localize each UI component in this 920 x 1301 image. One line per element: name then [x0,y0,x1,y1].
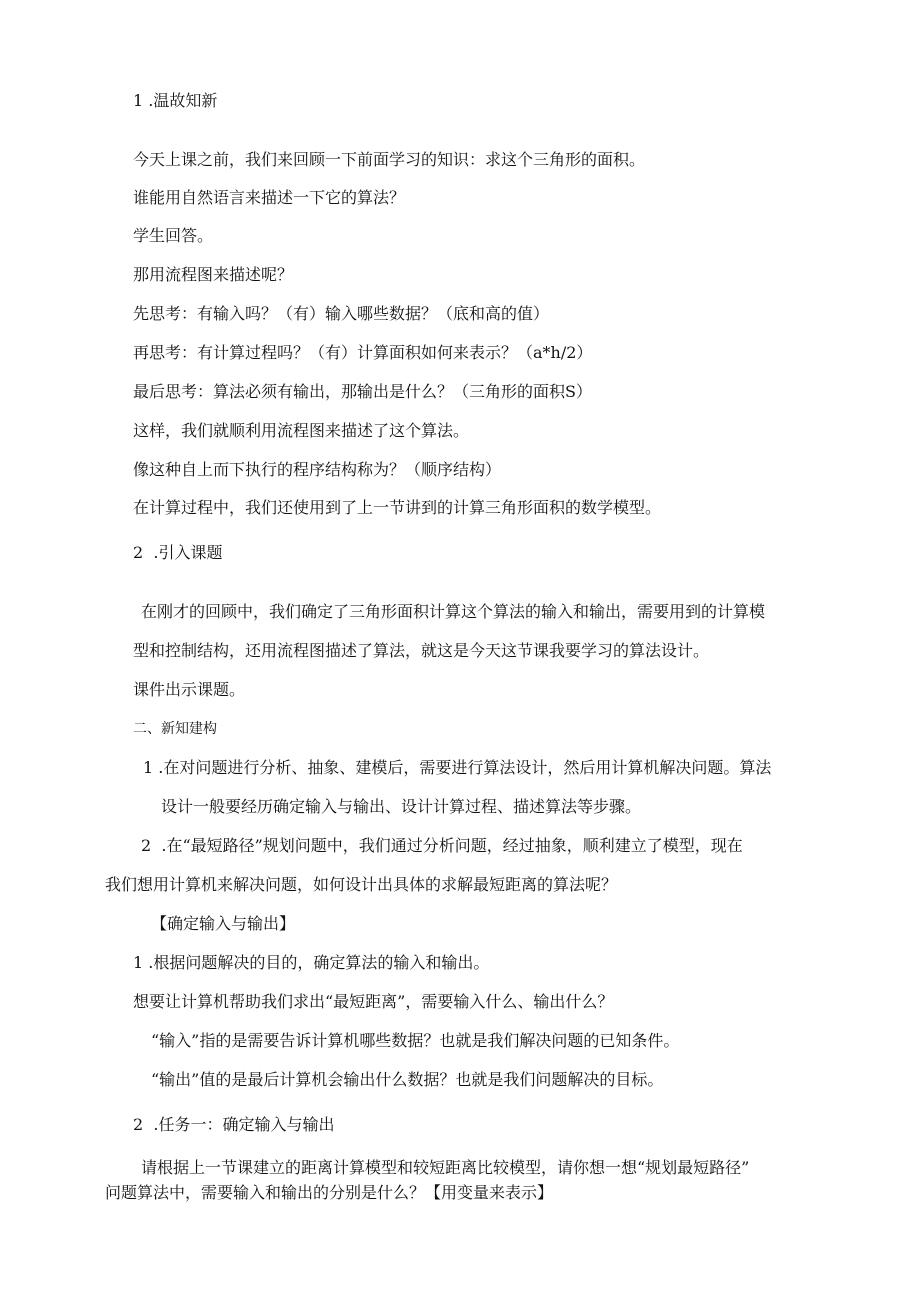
paragraph: 在刚才的回顾中，我们确定了三角形面积计算这个算法的输入和输出，需要用到的计算模 [141,602,766,621]
sub-item: 1 .根据问题解决的目的，确定算法的输入和输出。 [133,953,490,972]
paragraph: 谁能用自然语言来描述一下它的算法？ [133,188,406,207]
paragraph: 问题算法中，需要输入和输出的分别是什么？【用变量来表示】 [105,1183,554,1202]
paragraph: 想要让计算机帮助我们求出“最短距离”，需要输入什么、输出什么？ [133,992,614,1011]
paragraph: 那用流程图来描述呢？ [133,265,294,284]
paragraph: 今天上课之前，我们来回顾一下前面学习的知识：求这个三角形的面积。 [133,150,646,169]
paragraph: 先思考：有输入吗？（有）输入哪些数据？（底和高的值） [133,304,550,323]
section-heading-review: 1 .温故知新 [133,91,218,110]
paragraph: “输出”值的是最后计算机会输出什么数据？也就是我们问题解决的目标。 [151,1070,664,1089]
list-item: 1 .在对问题进行分析、抽象、建模后，需要进行算法设计，然后用计算机解决问题。算法 [143,758,772,777]
paragraph: 型和控制结构，还用流程图描述了算法，就这是今天这节课我要学习的算法设计。 [133,641,710,660]
list-item-continuation: 我们想用计算机来解决问题，如何设计出具体的求解最短距离的算法呢？ [105,875,618,894]
paragraph: 请根据上一节课建立的距离计算模型和较短距离比较模型，请你想一想“规划最短路径” [141,1158,750,1177]
bracket-heading: 【确定输入与输出】 [151,914,296,933]
part-heading: 二、新知建构 [133,721,217,737]
section-heading-intro: 2 .引入课题 [133,543,223,562]
paragraph: 课件出示课题。 [133,680,246,699]
paragraph: 学生回答。 [133,226,214,245]
list-item: 2 .在“最短路径”规划问题中，我们通过分析问题，经过抽象，顺利建立了模型，现在 [141,836,743,855]
paragraph: “输入”指的是需要告诉计算机哪些数据？也就是我们解决问题的已知条件。 [151,1031,680,1050]
list-item-continuation: 设计一般要经历确定输入与输出、设计计算过程、描述算法等步骤。 [161,797,642,816]
paragraph: 最后思考：算法必须有输出，那输出是什么？（三角形的面积S） [133,382,592,401]
paragraph: 像这种自上而下执行的程序结构称为？（顺序结构） [133,460,502,479]
sub-item: 2 .任务一：确定输入与输出 [133,1115,335,1134]
paragraph: 在计算过程中，我们还使用到了上一节讲到的计算三角形面积的数学模型。 [133,498,662,517]
paragraph: 再思考：有计算过程吗？（有）计算面积如何来表示？（a*h/2） [133,343,593,362]
paragraph: 这样，我们就顺利用流程图来描述了这个算法。 [133,421,470,440]
